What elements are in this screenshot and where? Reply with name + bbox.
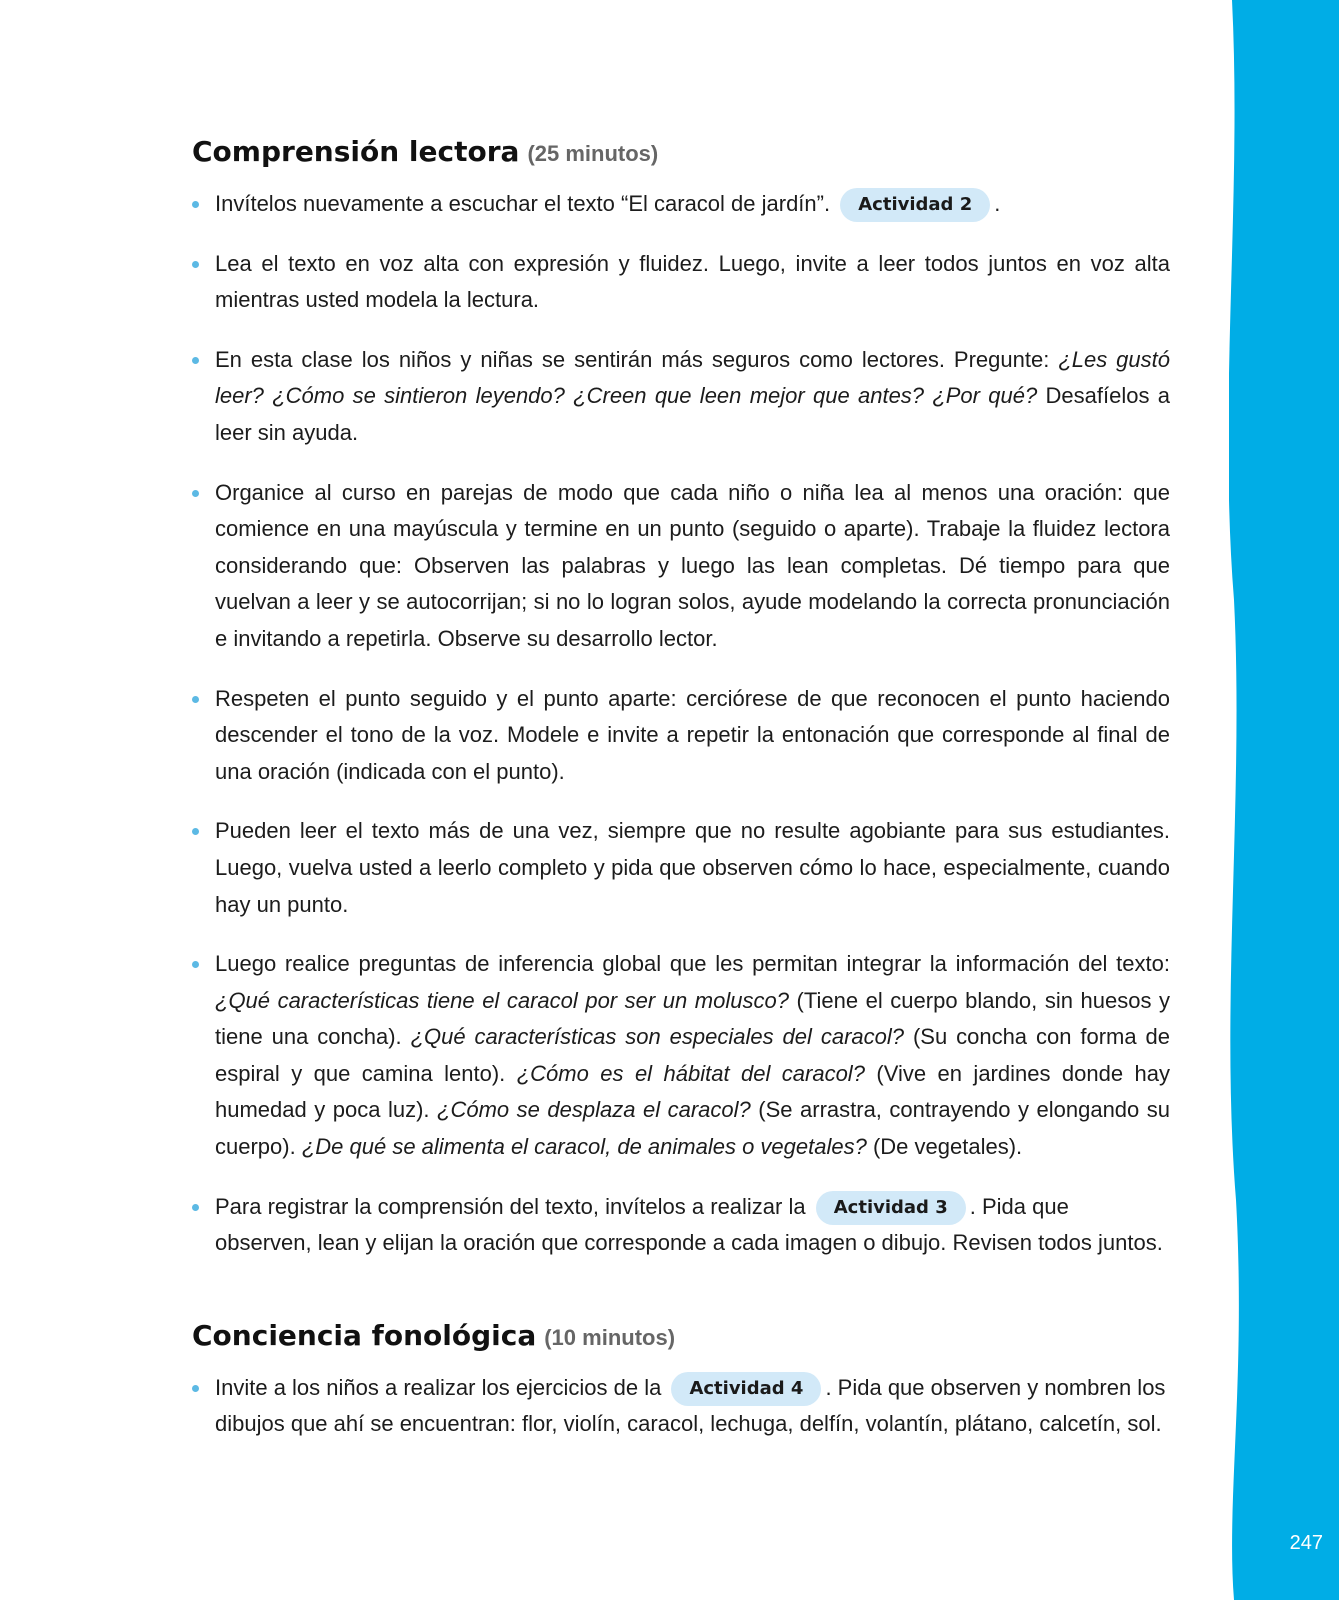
item-text: Organice al curso en parejas de modo que cada niño o niña lea al menos una oración: que comience en una mayúscula y termine en un punto (seguido o aparte). Trabaje la fluidez lectora considerando que: Observen las palabras y luego las lean completas. Dé tiempo para que vuelvan a leer y se autocorrijan; si no lo logran solos, ayude modelando la correcta pronunciación e invitando a repetirla. Observe su desarrollo lector. [215, 479, 1170, 651]
wavy-band-shape [1229, 0, 1339, 1600]
section-heading [192, 1314, 1170, 1360]
answer-text: (Se arrastra, contrayendo y elongando su cuerpo). [215, 1097, 1171, 1160]
item-text: Luego realice preguntas de inferencia global que les permitan integrar la información del texto: [215, 951, 1170, 977]
item-text: . Pida que observen, lean y elijan la oración que corresponde a cada imagen o dibujo. Revisen todos juntos. [215, 1193, 1163, 1256]
section-duration: (25 minutos) [527, 141, 659, 166]
section-conciencia-fonologica [192, 1314, 1170, 1443]
page-content [192, 130, 1170, 1466]
activity-badge: Actividad 3 [816, 1191, 966, 1225]
list-item [192, 946, 1170, 1166]
question-text: ¿Qué características tiene el caracol por ser un molusco? [215, 987, 789, 1013]
question-text: ¿Les gustó leer? ¿Cómo se sintieron leyendo? ¿Creen que leen mejor que antes? ¿Por qué? [215, 346, 1171, 409]
list-item [192, 342, 1170, 452]
list-item [192, 1189, 1170, 1262]
answer-text: (De vegetales). [872, 1134, 1023, 1160]
answer-text: (Su concha con forma de espiral y que camina lento). [215, 1024, 1170, 1086]
item-text: Invítelos nuevamente a escuchar el texto “El caracol de jardín”. [215, 191, 831, 216]
item-text: Respeten el punto seguido y el punto aparte: cerciórese de que reconocen el punto haciendo descender el tono de la voz. Modele e invite a repetir la entonación que corresponde al final de una oración (indicada con el punto). [215, 685, 1170, 784]
question-text: ¿Cómo se desplaza el caracol? [437, 1097, 751, 1123]
question-text: ¿De qué se alimenta el caracol, de animales o vegetales? [301, 1134, 867, 1160]
list-item [192, 1370, 1170, 1443]
activity-badge: Actividad 2 [840, 188, 990, 222]
answer-text: (Vive en jardines donde hay humedad y poca luz). [215, 1060, 1170, 1123]
list-item [192, 246, 1170, 319]
instruction-list [192, 186, 1170, 1262]
section-title: Conciencia fonológica [192, 1318, 537, 1352]
list-item [192, 681, 1170, 791]
section-comprension-lectora [192, 130, 1170, 1262]
list-item [192, 186, 1170, 223]
question-text: ¿Cómo es el hábitat del caracol? [516, 1060, 865, 1086]
list-item [192, 813, 1170, 923]
item-text: . [994, 191, 1001, 216]
instruction-list [192, 1370, 1170, 1443]
item-text: Para registrar la comprensión del texto, invítelos a realizar la [215, 1193, 806, 1219]
item-text: En esta clase los niños y niñas se sentirán más seguros como lectores. Pregunte: [215, 346, 1050, 372]
item-text: Lea el texto en voz alta con expresión y fluidez. Luego, invite a leer todos juntos en voz alta mientras usted modela la lectura. [215, 250, 1170, 313]
question-text: ¿Qué características son especiales del caracol? [410, 1024, 904, 1050]
side-color-band [1229, 0, 1339, 1600]
section-heading [192, 130, 1170, 176]
item-text: . Pida que observen y nombren los dibujos que ahí se encuentran: flor, violín, caracol, lechuga, delfín, volantín, plátano, calcetín, sol. [215, 1374, 1166, 1437]
item-text: Invite a los niños a realizar los ejercicios de la [215, 1374, 662, 1400]
item-text: Pueden leer el texto más de una vez, siempre que no resulte agobiante para sus estudiantes. Luego, vuelva usted a leerlo completo y pida que observen cómo lo hace, especialmente, cuando hay un punto. [215, 818, 1170, 917]
list-item [192, 475, 1170, 658]
activity-badge: Actividad 4 [671, 1372, 821, 1406]
section-title: Comprensión lectora [192, 135, 520, 168]
item-text: Desafíelos a leer sin ayuda. [215, 383, 1170, 445]
page-number: 247 [1289, 1532, 1323, 1554]
section-duration: (10 minutos) [544, 1324, 676, 1350]
answer-text: (Tiene el cuerpo blando, sin huesos y tiene una concha). [215, 987, 1170, 1050]
